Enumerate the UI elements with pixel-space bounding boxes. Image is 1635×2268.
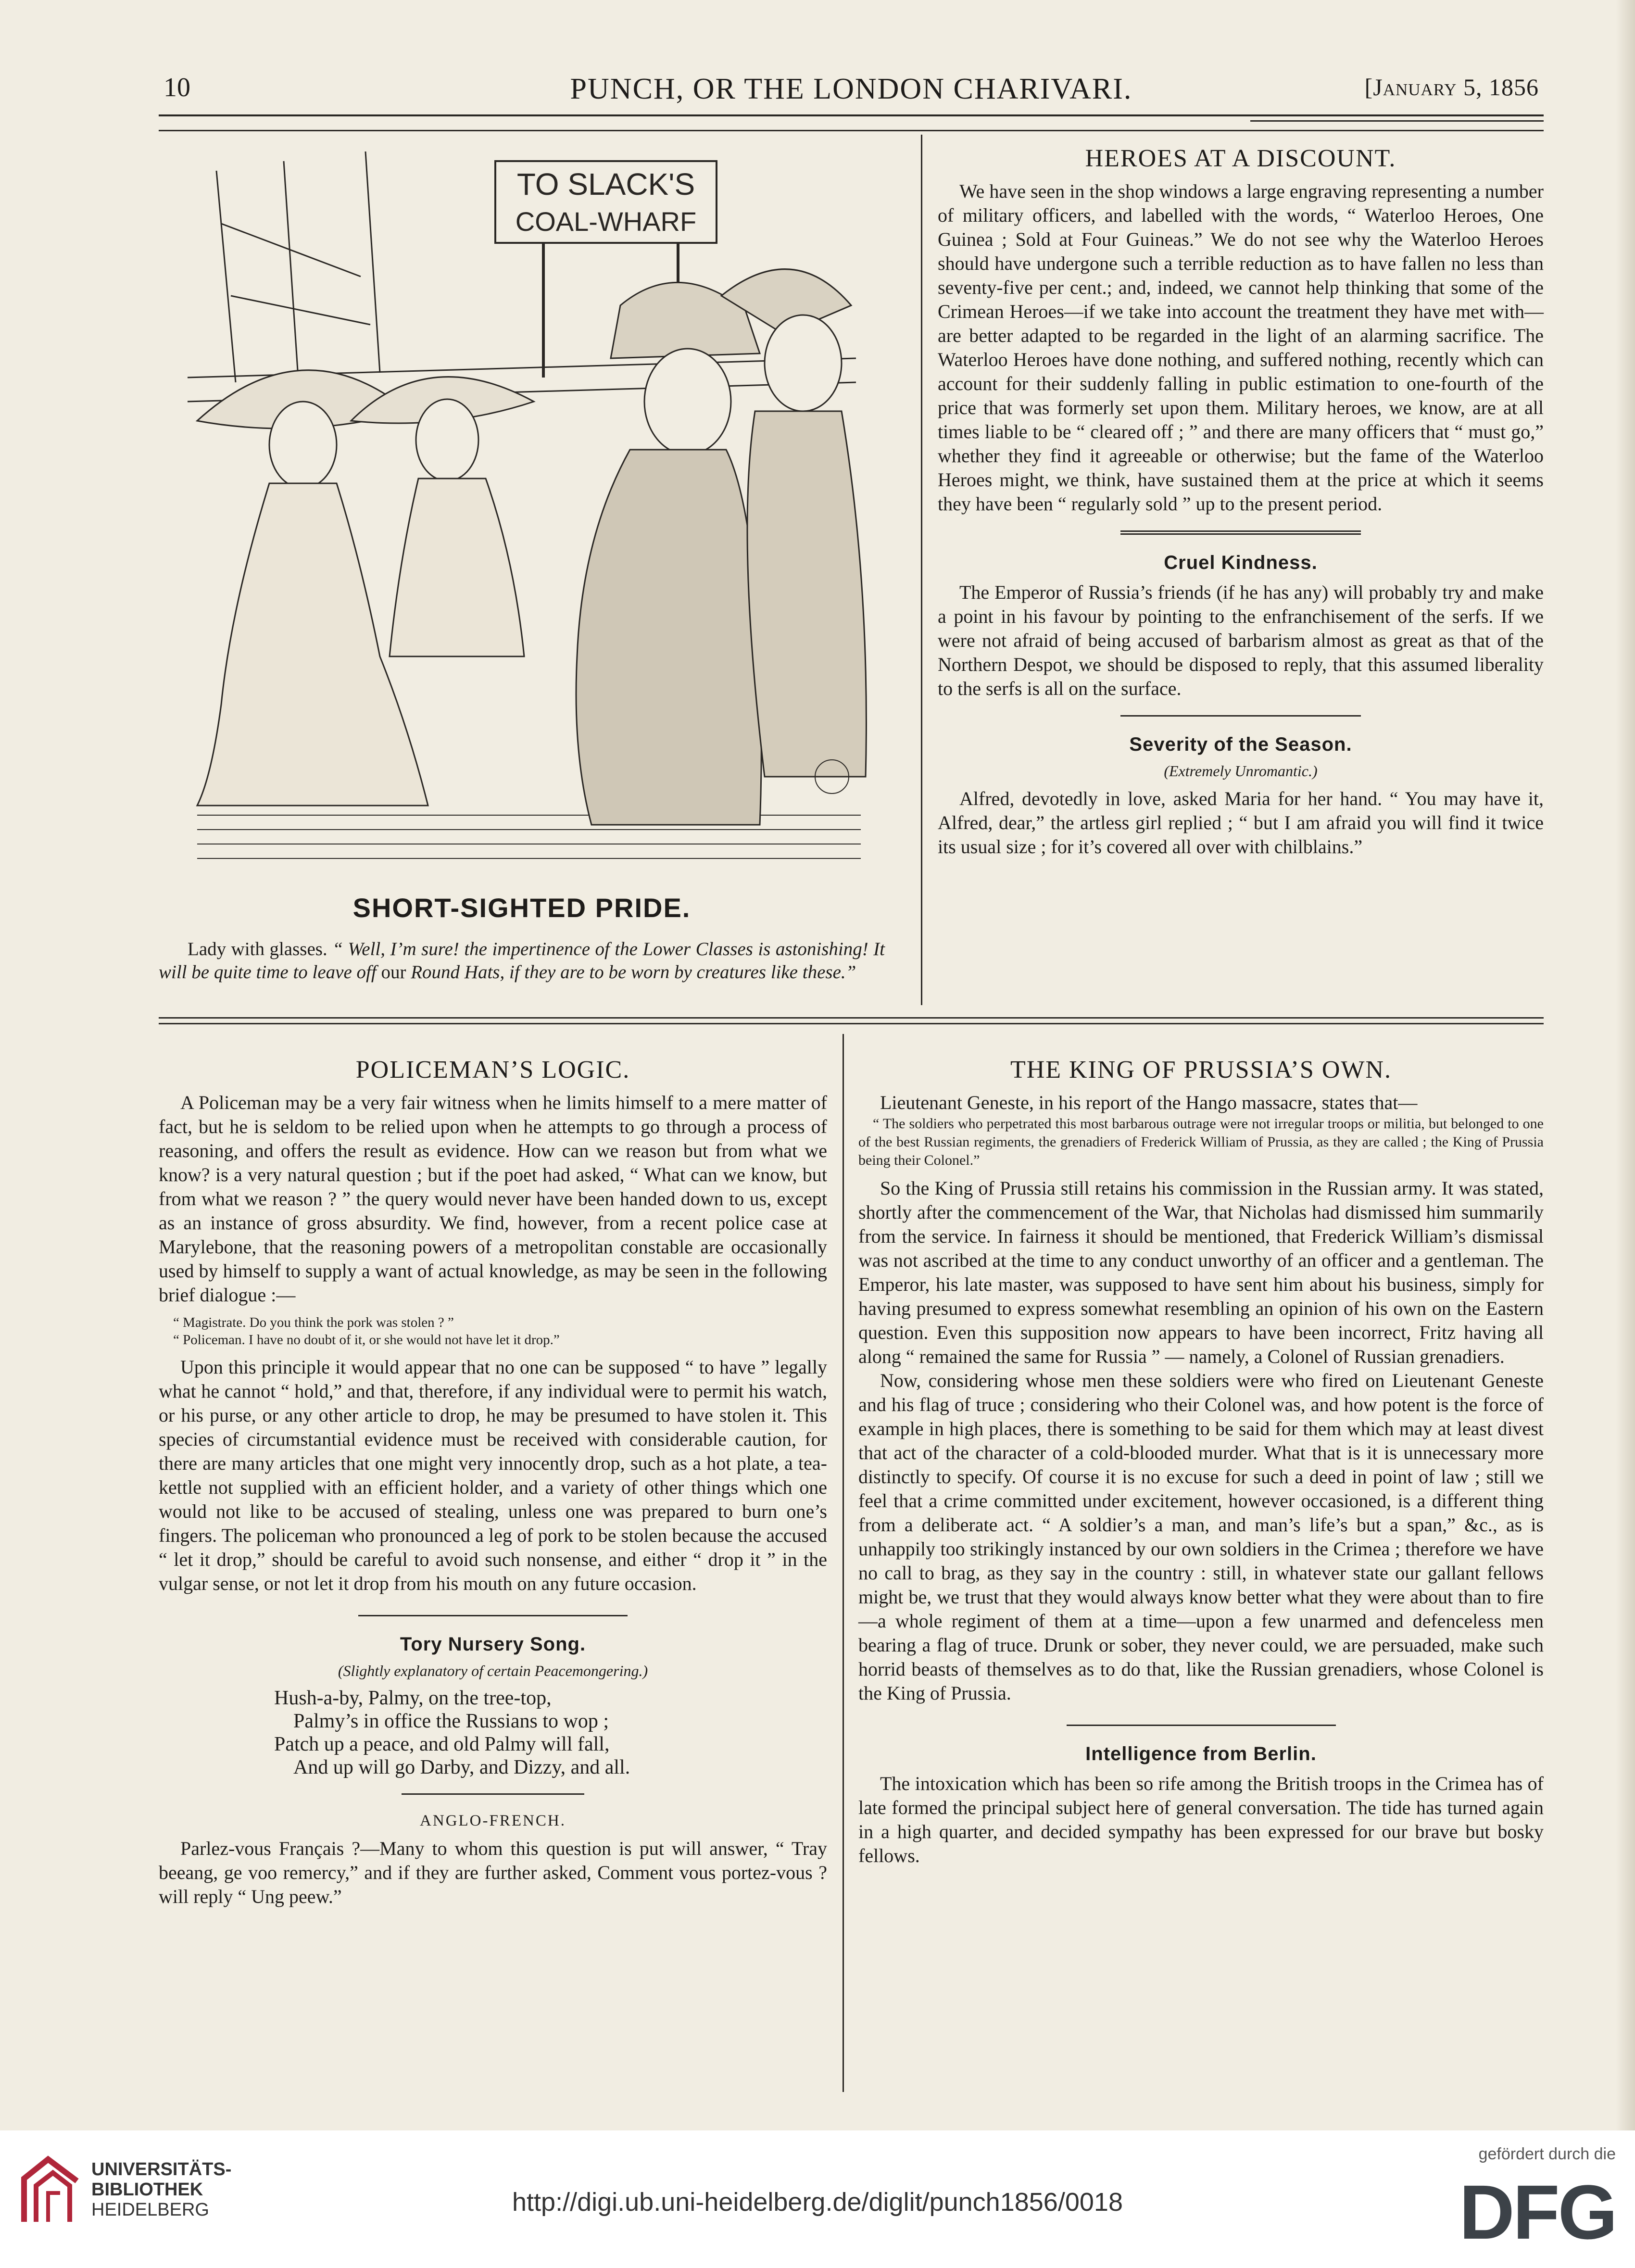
lady-face-left: [269, 402, 337, 488]
rigging: [231, 296, 370, 325]
left-column-bottom: [159, 1056, 827, 1909]
anglo-french-body: Parlez-vous Français ?—Many to whom this question is put will answer, “ Tray beeang, ge voo remercy,” and if they are further asked, Comment vous portez-vous ? will reply “ Ung peew.”: [159, 1838, 827, 1907]
column-rule-top: [921, 135, 922, 1005]
coal-heaver-coat: [576, 450, 761, 825]
coal-heaver-face: [644, 349, 731, 454]
cartoon-illustration: [159, 151, 885, 873]
right-column-bottom: [858, 1056, 1544, 1868]
prussia-quote: “ The soldiers who perpetrated this most barbarous outrage were not irregular troops or militia, but belonged to one of the best Russian regiments, the grenadiers of Frederick William of Prussia, as they are called ; the King of Prussia being their Colonel.”: [858, 1116, 1544, 1168]
mid-rule-2: [159, 1023, 1544, 1024]
cartoon-caption-title: SHORT-SIGHTED PRIDE.: [352, 893, 691, 923]
policeman-quote-2: “ Policeman. I have no doubt of it, or she would not have let it drop.”: [173, 1332, 560, 1348]
cruel-kindness-title: Cruel Kindness.: [1164, 552, 1318, 573]
lady-dress-right: [390, 479, 524, 656]
tory-song-verse: [159, 1687, 827, 1779]
right-column-top: [938, 144, 1544, 859]
header-rule-secondary: [1250, 120, 1544, 122]
journal-title: PUNCH, OR THE LONDON CHARIVARI.: [570, 73, 1132, 105]
dfg-logo: DFG: [1459, 2169, 1616, 2255]
caption-quote-part2: Round Hats, if they are to be worn by creatures like these.”: [411, 962, 856, 983]
coal-heaver-coat-2: [747, 411, 866, 777]
heroes-body: We have seen in the shop windows a large engraving representing a number of military officers, and labelled with the words, “ Waterloo Heroes, One Guinea ; Sold at Four Guineas.” We do not see why the Waterloo Heroes should have undergone such a terrible reduction as to have fallen no less than seventy-five per cent.; and, indeed, we cannot help thinking that some of the Crimean Heroes—if we take into account the treatment they have met with—are better adapted to be regarded in the light of an alarming sacrifice. The Waterloo Heroes have done nothing, and suffered nothing, recently which can account for their suddenly falling in public estimation to one-fourth of the price that was formerly set upon them. Military heroes, we know, are at all times liable to be “ cleared off ; ” and there are many officers that “ must go,” whether they find it agreeable or otherwise; but the fame of the Waterloo Heroes might, we think, have sustained them at the price at which it seems they have been “ regularly sold ” up to the present period.: [938, 180, 1544, 515]
library-name-line1: UNIVERSITÄTS-: [91, 2159, 232, 2180]
issue-date: [January 5, 1856: [1364, 74, 1539, 101]
column-rule-bottom: [843, 1034, 844, 2092]
severity-body: Alfred, devotedly in love, asked Maria for her hand. “ You may have it, Alfred, dear,” the artless girl replied ; “ but I am afraid you will find it twice its usual size ; for it’s covered all over with chilblains.”: [938, 788, 1544, 857]
verse-line: Palmy’s in office the Russians to wop ;: [293, 1710, 609, 1732]
caption-quote-mid: our: [381, 962, 406, 983]
page-number: 10: [164, 73, 190, 102]
cartoon-drawing: [159, 151, 885, 873]
mid-rule: [159, 1017, 1544, 1019]
prussia-body-1: So the King of Prussia still retains his commission in the Russian army. It was stated, shortly after the commencement of the War, that Nicholas had dismissed him summarily from the service. In fairness it should be mentioned, that Frederick William’s dismissal was not ascribed at the time to any conduct unworthy of an officer and a gentleman. The Emperor, his late master, was supposed to have sent him about his business, simply for having presumed to express somewhat resembling an opinion of his own on the Eastern question. Even this supposition now appears to have been incorrect, Fritz having all along “ remained the same for Russia ” — namely, a Colonel of Russian grenadiers.: [858, 1177, 1544, 1367]
section-divider: [402, 1793, 584, 1795]
sign-text-line1: TO SLACK'S: [516, 167, 695, 202]
coal-heaver-face-2: [765, 315, 842, 411]
library-name-line3: HEIDELBERG: [91, 2200, 209, 2220]
verse-line: And up will go Darby, and Dizzy, and all.: [293, 1756, 630, 1778]
section-divider: [358, 1615, 628, 1616]
top-section-rule: [159, 130, 1544, 131]
verse-line: Patch up a peace, and old Palmy will fall,: [274, 1733, 610, 1755]
caption-speaker: Lady with glasses.: [188, 939, 327, 959]
prussia-title: THE KING OF PRUSSIA’S OWN.: [1010, 1056, 1392, 1084]
prussia-intro: Lieutenant Geneste, in his report of the Hango massacre, states that—: [880, 1092, 1418, 1113]
lady-face-right: [416, 399, 478, 481]
sign-text-line2: COAL-WHARF: [515, 206, 697, 237]
mast: [365, 151, 380, 373]
mast: [284, 161, 298, 378]
policeman-quote-1: “ Magistrate. Do you think the pork was stolen ? ”: [173, 1315, 454, 1330]
heroes-title: HEROES AT A DISCOUNT.: [1085, 145, 1396, 172]
library-name-line2: BIBLIOTHEK: [91, 2180, 203, 2200]
prussia-body-2: Now, considering whose men these soldiers were who fired on Lieutenant Geneste and his flag of truce ; considering who their Colonel was, and how potent is the force of example in high places, there is something to be said for them which may at least divest that act of the character of a cold-blooded murder. What that is it is unnecessary more distinctly to specify. Of course it is no excuse for such a deed in point of law ; still we feel that a crime committed under excitement, however occasioned, is a different thing from a deliberate act. “ A soldier’s a man, and man’s life’s but a span,” &c., as is unhappily too strikingly instanced by our own soldiers in the Crimea ; therefore we have no call to brag, as they say in the country : still, in whatever state our gallant fellows might be, we trust that they would always know better what they were about than to fire—a whole regiment of them at a time—upon a few unarmed and defenceless men bearing a flag of truce. Drunk or sober, they never could, we are persuaded, make such horrid beasts of themselves as to do that, like the Russian grenadiers, whose Colonel is the King of Prussia.: [858, 1370, 1544, 1704]
page-edge: [1616, 0, 1635, 2130]
policeman-title: POLICEMAN’S LOGIC.: [355, 1056, 630, 1084]
ground-hatching: [197, 815, 861, 858]
cartoon-caption: [159, 938, 885, 984]
tory-song-title: Tory Nursery Song.: [400, 1634, 586, 1655]
severity-title: Severity of the Season.: [1129, 734, 1352, 755]
running-head: [164, 72, 1539, 111]
policeman-body-2: Upon this principle it would appear that no one can be supposed “ to have ” legally what he cannot “ hold,” and that, therefore, if any individual were to permit his watch, or his purse, or any other article to drop, he may be presumed to have stolen it. This species of circumstantial evidence must be received with considerable caution, for there are many articles that one might very innocently drop, such as a hot plate, a tea-kettle not supplied with an efficient holder, and a variety of other things which one would not like to be accused of stealing, unless one was prepared to burn one’s fingers. The policeman who pronounced a leg of pork to be stolen because the accused “ let it drop,” should be careful to avoid such nonsense, and either “ drop it ” in the vulgar sense, or not let it drop from his mouth on any future occasion.: [159, 1356, 827, 1594]
tory-song-note: (Slightly explanatory of certain Peacemongering.): [338, 1662, 648, 1679]
berlin-body: The intoxication which has been so rife among the British troops in the Crimea has of late formed the principal subject here of general conversation. The tide has turned again in a high quarter, and decided sympathy has been expressed for our brave but bosky fellows.: [858, 1773, 1544, 1866]
section-divider: [1120, 530, 1361, 535]
section-divider: [1067, 1725, 1336, 1726]
funding-note: gefördert durch die: [1478, 2145, 1616, 2163]
mast: [216, 171, 236, 382]
berlin-title: Intelligence from Berlin.: [1085, 1743, 1317, 1764]
cruel-kindness-body: The Emperor of Russia’s friends (if he has any) will probably try and make a point in his favour by pointing to the enfranchisement of the serfs. If we were not afraid of being accused of barbarism almost as great as that of the Northern Despot, we should be disposed to reply, that this assumed liberality to the serfs is all on the surface.: [938, 581, 1544, 699]
caption-quote-part1: “ Well, I’m sure! the impertinence of the Lower Classes is astonishing! It will be quite time to leave off: [159, 939, 885, 983]
header-rule: [159, 114, 1544, 116]
severity-note: (Extremely Unromantic.): [1164, 762, 1318, 780]
policeman-body-1: A Policeman may be a very fair witness when he limits himself to a mere matter of fact, but he is seldom to be relied upon when he attempts to go through a process of reasoning, and offers the result as evidence. How can we reason but from what we know? is a very natural question ; but if the poet had asked, “ What can we know, but from what we reason ? ” the query would never have been handed down to us, except as an instance of gross absurdity. We find, however, from a recent police case at Marylebone, that the reasoning powers of a metropolitan constable are occasionally used by himself to supply a want of actual knowledge, as may be seen in the following brief dialogue :—: [159, 1092, 827, 1306]
anglo-french-title: ANGLO-FRENCH.: [420, 1812, 566, 1829]
source-url[interactable]: http://digi.ub.uni-heidelberg.de/diglit/punch1856/0018: [512, 2188, 1123, 2217]
verse-line: Hush-a-by, Palmy, on the tree-top,: [274, 1687, 552, 1709]
section-divider: [1120, 715, 1361, 717]
